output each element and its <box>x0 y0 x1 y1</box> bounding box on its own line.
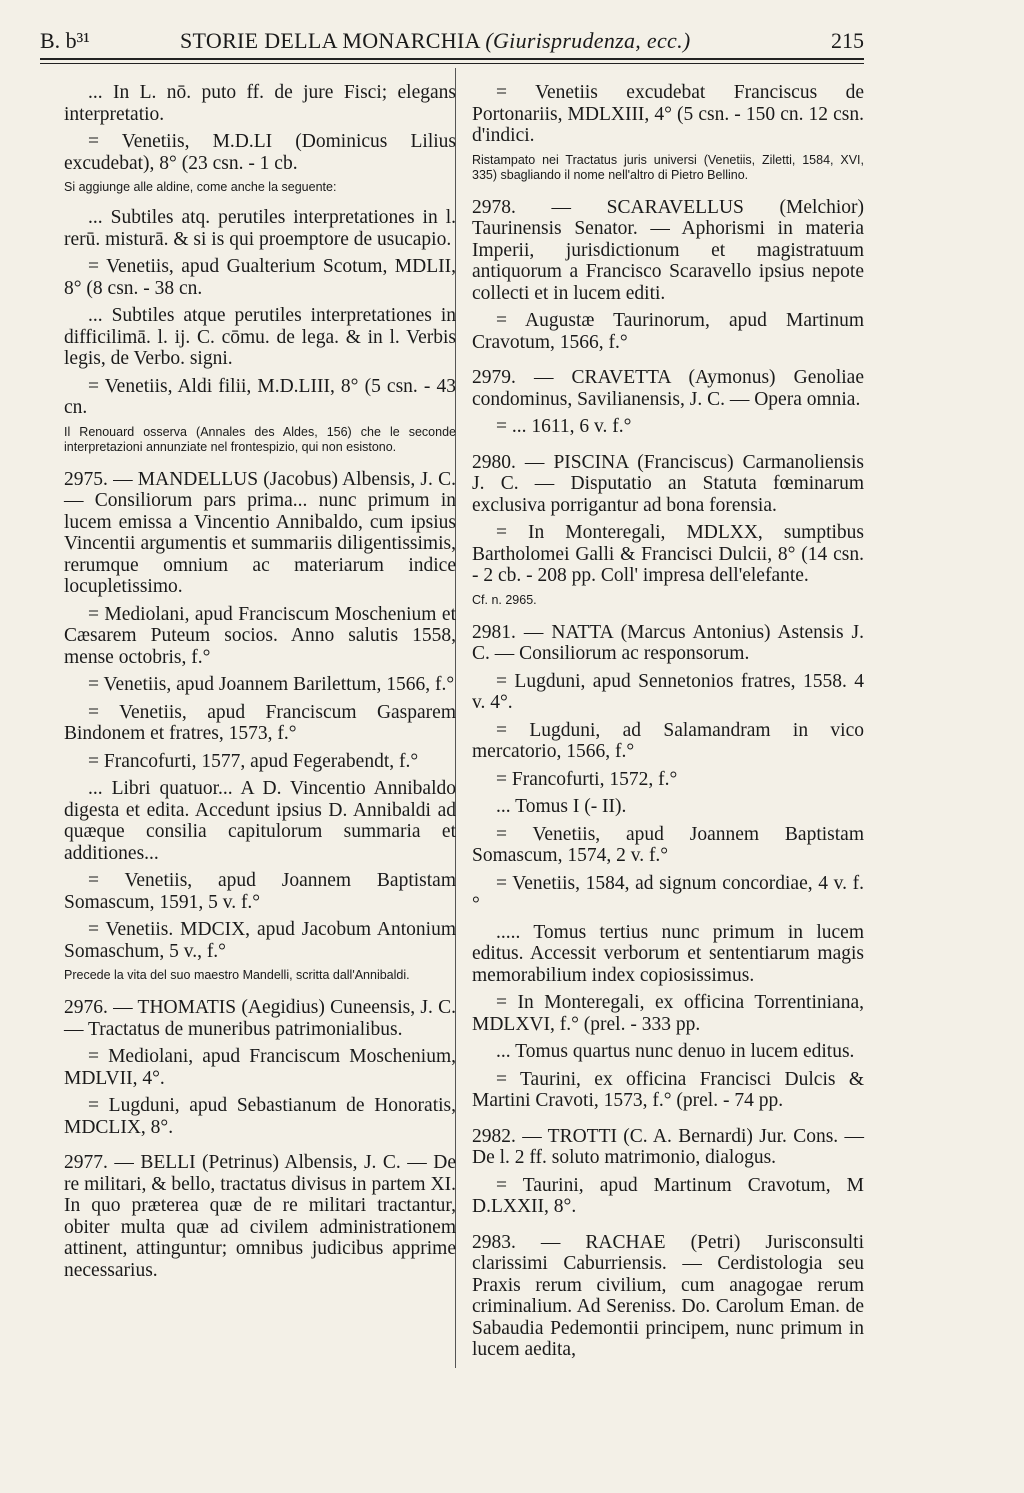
edition-line: = ... 1611, 6 v. f.° <box>496 416 632 437</box>
header-rule <box>40 58 864 60</box>
catalog-entry-2975: 2975. — MANDELLUS (Jacobus) Albensis, J. C. — Consiliorum pars prima... nunc primum in lucem emissa a Vincentio Annibaldo, cum ipsius Vincentii argumentis et summariis diligentissimis, rerumque omnium ac materiarum indice locupletissimo. <box>64 468 456 597</box>
entry-text: ... Tomus quartus nunc denuo in lucem editus. <box>496 1041 855 1062</box>
edition-line: = Venetiis, apud Franciscum Gasparem Bindonem et fratres, 1573, f.° <box>64 701 456 744</box>
catalog-entry-2977: 2977. — BELLI (Petrinus) Albensis, J. C. — De re militari, & bello, tractatus divisus in partem XI. In quo præterea quæ de re militari tractantur, obiter multa quæ ad civilem administrationem attinent, attinguntur; omnibus judicibus apprime necessarius. <box>64 1152 456 1281</box>
edition-line: = Venetiis, apud Gualterium Scotum, MDLII, 8° (8 csn. - 38 cn. <box>64 256 456 299</box>
edition-line: = Augustæ Taurinorum, apud Martinum Cravotum, 1566, f.° <box>472 310 864 353</box>
entry-text: ..... Tomus tertius nunc primum in lucem editus. Accessit verborum et sententiarum magis memorabilium index copiosissimus. <box>472 921 864 986</box>
left-column <box>64 82 456 1287</box>
footnote: Si aggiunge alle aldine, come anche la seguente: <box>64 180 337 194</box>
edition-line: = Venetiis, Aldi filii, M.D.LIII, 8° (5 csn. - 43 cn. <box>64 375 456 418</box>
entry-text: ... Subtiles atq. perutiles interpretationes in l. rerū. misturā. & si is qui proemptore de usucapio. <box>64 207 456 250</box>
edition-line: = Mediolani, apud Franciscum Moschenium et Cæsarem Puteum socios. Anno salutis 1558, mense octobris, f.° <box>64 603 456 668</box>
entry-text: ... Libri quatuor... A D. Vincentio Annibaldo digesta et edita. Accedunt ipsius D. Annibaldi ad quæque consilia capitulorum summaria et additiones... <box>64 778 456 864</box>
edition-line: = Venetiis excudebat Franciscus de Portonariis, MDLXIII, 4° (5 csn. - 150 cn. 12 csn. d'indici. <box>472 82 864 146</box>
edition-line: = Venetiis, apud Joannem Baptistam Somascum, 1574, 2 v. f.° <box>472 823 864 866</box>
entry-text: ... In L. nō. puto ff. de jure Fisci; elegans interpretatio. <box>64 82 456 125</box>
catalog-entry-2980: 2980. — PISCINA (Franciscus) Carmanoliensis J. C. — Disputatio an Statuta fœminarum exclusiva porrigantur ad bona forensia. <box>472 451 864 516</box>
page-number: 215 <box>831 28 864 53</box>
title-main: STORIE DELLA MONARCHIA <box>180 28 480 53</box>
page-title <box>180 24 691 58</box>
catalog-entry-2981: 2981. — NATTA (Marcus Antonius) Astensis J. C. — Consiliorum ac responsorum. <box>472 621 864 664</box>
edition-line: = Taurini, ex officina Francisci Dulcis & Martini Cravoti, 1573, f.° (prel. - 74 pp. <box>472 1068 864 1111</box>
edition-line: = Francofurti, 1577, apud Fegerabendt, f.° <box>88 750 419 772</box>
footnote: Precede la vita del suo maestro Mandelli, scritta dall'Annibaldi. <box>64 968 410 982</box>
right-column <box>472 82 864 1367</box>
edition-line: = In Monteregali, ex officina Torrentiniana, MDLXVI, f.° (prel. - 333 pp. <box>472 992 864 1035</box>
edition-line: = Venetiis, M.D.LI (Dominicus Lilius excudebat), 8° (23 csn. - 1 cb. <box>64 131 456 174</box>
signature-mark: B. b³¹ <box>40 28 90 53</box>
edition-line: = In Monteregali, MDLXX, sumptibus Bartholomei Galli & Francisci Dulcii, 8° (14 csn. - 2 cb. - 208 pp. Coll' impresa dell'elefante. <box>472 522 864 586</box>
catalog-entry-2983: 2983. — RACHAE (Petri) Jurisconsulti clarissimi Caburriensis. — Cerdistologia seu Praxis rerum civilium, cum anagogae rerum criminalium. Ad Sereniss. Do. Carolum Eman. de Sabaudia Pedemontii principem, nunc primum in lucem aedita, <box>472 1231 864 1360</box>
running-header <box>40 24 864 58</box>
entry-text: ... Tomus I (- II). <box>496 796 627 817</box>
catalog-entry-2978: 2978. — SCARAVELLUS (Melchior) Taurinensis Senator. — Aphorismi in materia Imperii, jurisdictionum et magistratuum antiquorum a Francisco Scaravello ipsius nepote collecti et in lucem editi. <box>472 196 864 304</box>
edition-line: = Venetiis, 1584, ad signum concordiae, 4 v. f.° <box>472 872 864 915</box>
catalog-entry-2982: 2982. — TROTTI (C. A. Bernardi) Jur. Cons. — De l. 2 ff. soluto matrimonio, dialogus. <box>472 1125 864 1168</box>
edition-line: = Lugduni, apud Sennetonios fratres, 1558. 4 v. 4°. <box>472 670 864 713</box>
edition-line: = Taurini, apud Martinum Cravotum, M D.LXXII, 8°. <box>472 1174 864 1217</box>
edition-line: = Mediolani, apud Franciscum Moschenium, MDLVII, 4°. <box>64 1046 456 1089</box>
edition-line: = Venetiis, apud Joannem Barilettum, 1566, f.° <box>88 674 455 695</box>
edition-line: = Lugduni, apud Sebastianum de Honoratis, MDCLIX, 8°. <box>64 1095 456 1138</box>
edition-line: = Lugduni, ad Salamandram in vico mercatorio, 1566, f.° <box>472 719 864 762</box>
header-rule-thin <box>40 63 864 64</box>
edition-line: = Venetiis, apud Joannem Baptistam Somascum, 1591, 5 v. f.° <box>64 870 456 913</box>
entry-text: ... Subtiles atque perutiles interpretationes in difficilimā. l. ij. C. cōmu. de lega. & in l. Verbis legis, de Verbo. signi. <box>64 305 456 369</box>
edition-line: = Venetiis. MDCIX, apud Jacobum Antonium Somaschum, 5 v., f.° <box>64 919 456 962</box>
footnote: Ristampato nei Tractatus juris universi (Venetiis, Ziletti, 1584, XVI, 335) sbagliando il nome nell'altro di Pietro Bellino. <box>472 152 864 182</box>
catalog-entry-2976: 2976. — THOMATIS (Aegidius) Cuneensis, J. C. — Tractatus de muneribus patrimonialibus. <box>64 997 456 1040</box>
edition-line: = Francofurti, 1572, f.° <box>496 768 678 790</box>
catalog-entry-2979: 2979. — CRAVETTA (Aymonus) Genoliae condominus, Savilianensis, J. C. — Opera omnia. <box>472 367 864 410</box>
title-subtitle: (Giurisprudenza, ecc.) <box>485 28 691 53</box>
footnote: Il Renouard osserva (Annales des Aldes, 156) che le seconde interpretazioni annunziate nel frontespizio, qui non esistono. <box>64 424 456 454</box>
footnote: Cf. n. 2965. <box>472 592 537 607</box>
